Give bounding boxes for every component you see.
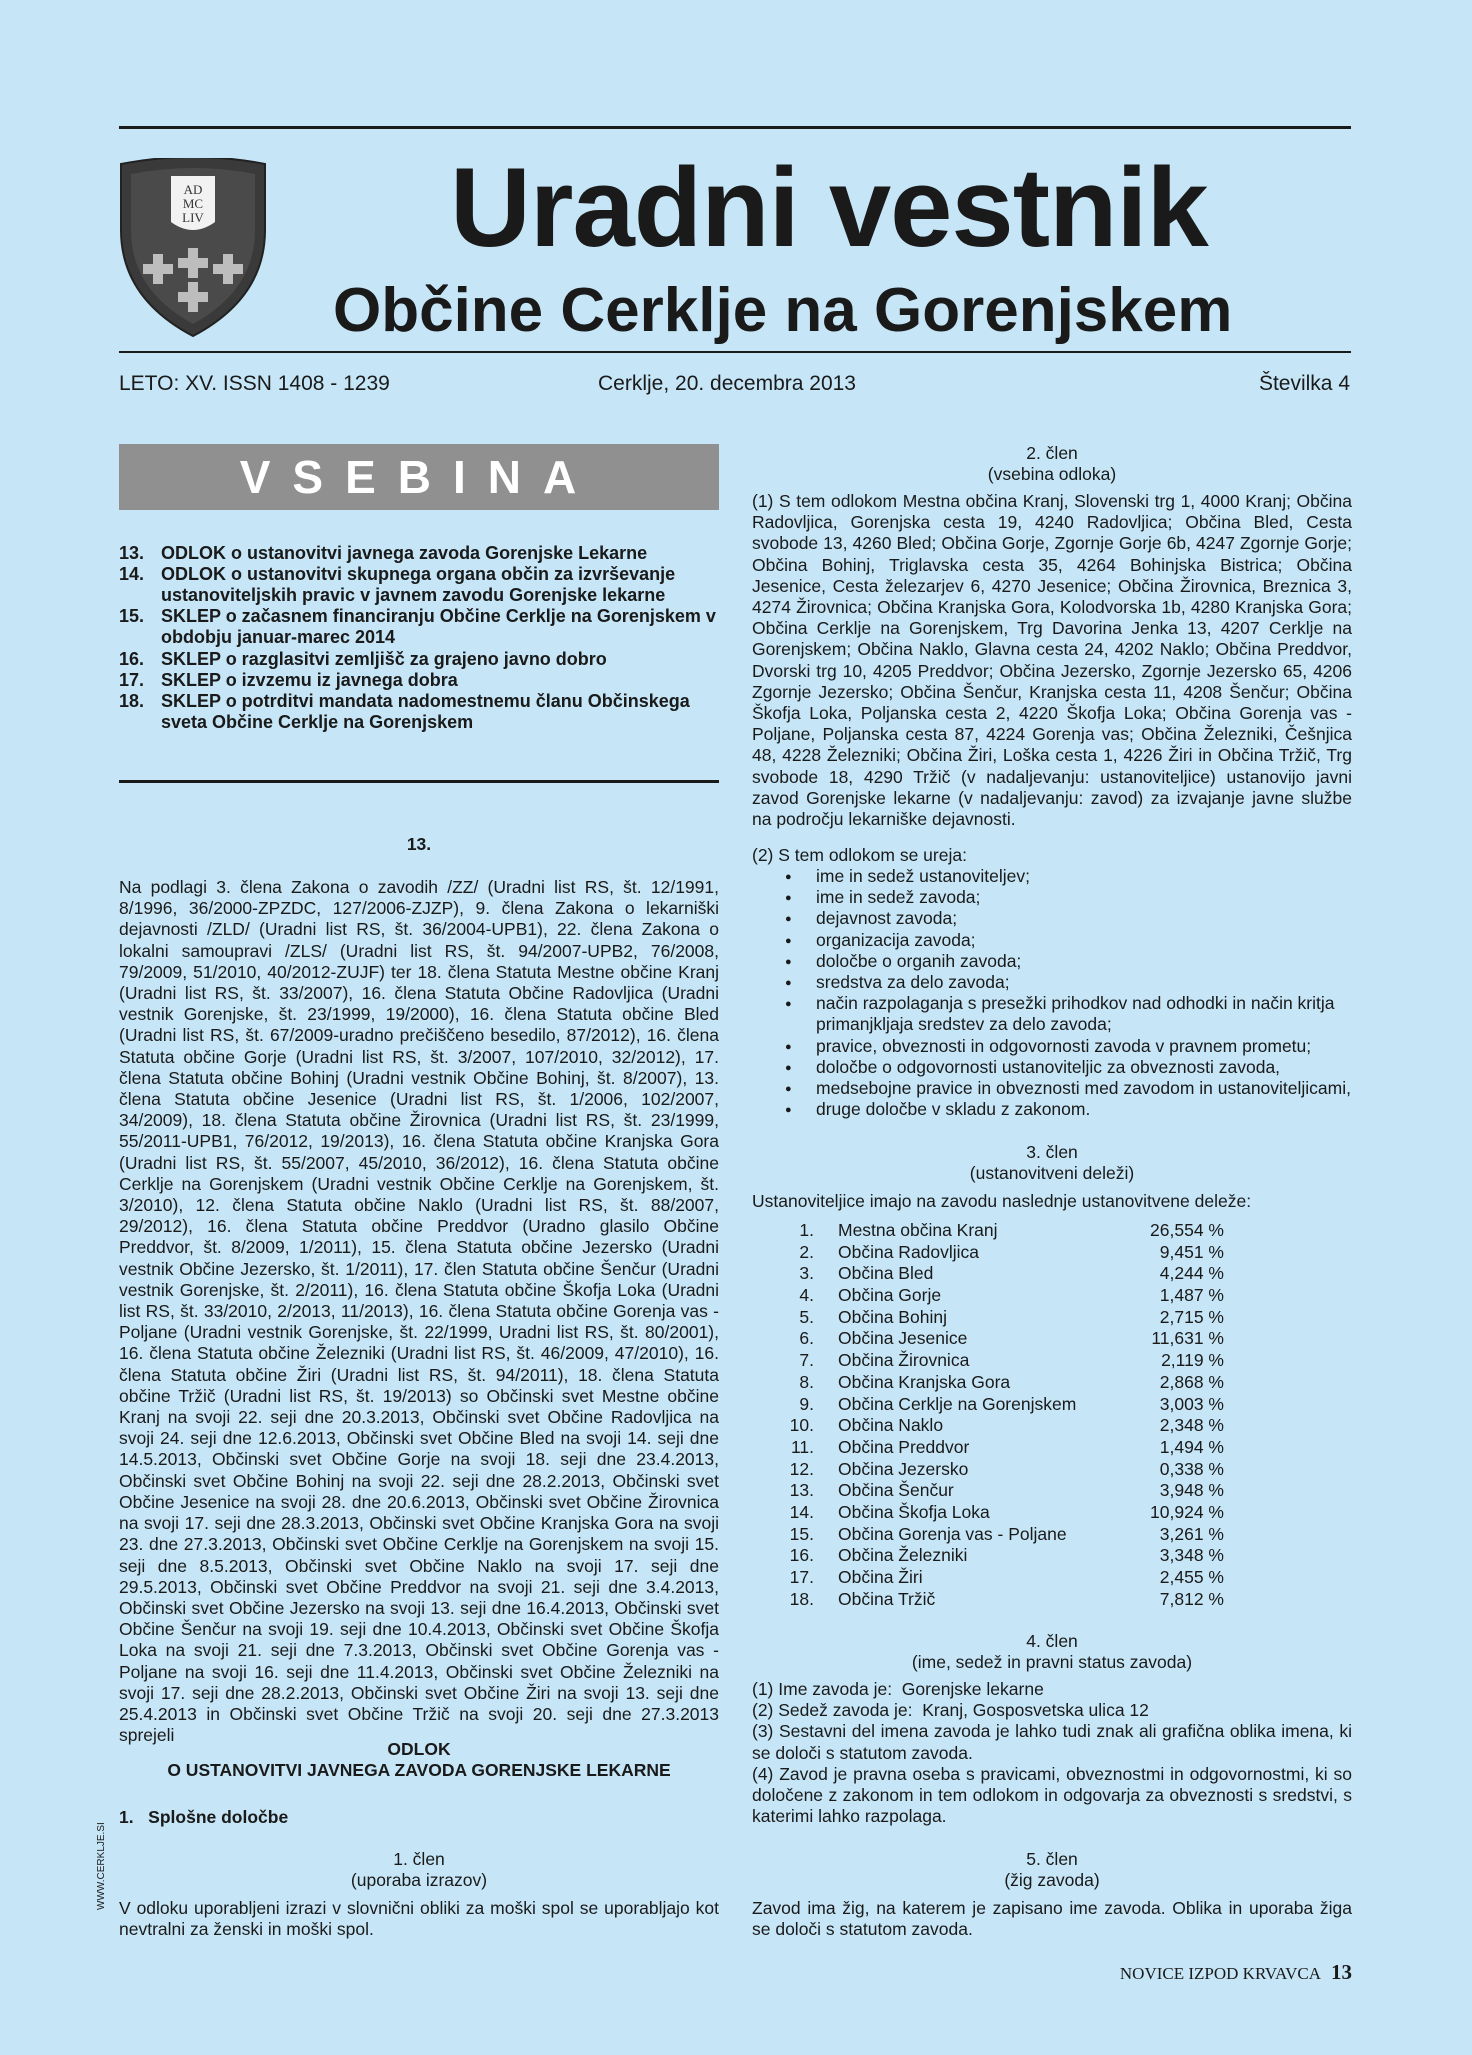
share-percent: 7,812 % [1159, 1588, 1224, 1609]
list-item: ● ime in sedež zavoda; [752, 887, 1352, 908]
issn-line: LETO: XV. ISSN 1408 - 1239 [119, 372, 390, 395]
article-4-title: (ime, sedež in pravni status zavoda) [911, 1652, 1193, 1672]
share-percent: 3,003 % [1159, 1393, 1224, 1414]
share-municipality: Občina Radovljica [838, 1241, 980, 1262]
share-number: 13. [789, 1480, 814, 1501]
odlok-title: ODLOK [387, 1739, 451, 1759]
share-municipality: Občina Železniki [838, 1545, 968, 1566]
share-municipality: Občina Škofja Loka [838, 1501, 990, 1522]
article-3-number: 3. člen [1026, 1142, 1078, 1162]
top-rule [119, 126, 1351, 129]
table-row [752, 1567, 1224, 1589]
share-municipality: Mestna občina Kranj [838, 1220, 998, 1240]
article-3-intro: Ustanoviteljice imajo na zavodu naslednje ustanovitvene deleže: [752, 1191, 1252, 1211]
svg-text:MC: MC [182, 196, 204, 211]
list-item: ● ime in sedež ustanoviteljev; [752, 866, 1352, 887]
share-number: 16. [789, 1545, 814, 1566]
share-number: 3. [799, 1263, 814, 1284]
share-municipality: Občina Preddvor [838, 1436, 970, 1457]
footer-label: NOVICE IZPOD KRVAVCA [1119, 1964, 1321, 1983]
publication-title: Uradni vestnik [450, 145, 1208, 270]
share-percent: 1,487 % [1159, 1285, 1224, 1306]
share-number: 11. [790, 1436, 814, 1457]
share-municipality: Občina Jesenice [838, 1328, 968, 1349]
page-footer [1120, 1960, 1352, 1985]
toc-item: 17. SKLEP o izvzemu iz javnega dobra [119, 670, 458, 690]
chapter-heading: 1. Splošne določbe [119, 1807, 289, 1827]
share-number: 10. [789, 1415, 814, 1436]
article-2-number: 2. člen [1026, 443, 1078, 463]
article-4-paragraph: (2) Sedež zavoda je: Kranj, Gosposvetska ulica 12 [752, 1700, 1149, 1721]
share-percent: 26,554 % [1150, 1220, 1224, 1240]
table-row [752, 1328, 1224, 1350]
share-municipality: Občina Bohinj [838, 1306, 947, 1327]
share-number: 1. [799, 1220, 814, 1240]
share-percent: 0,338 % [1159, 1458, 1224, 1479]
share-number: 18. [789, 1588, 814, 1609]
share-municipality: Občina Gorenja vas - Poljane [838, 1523, 1067, 1544]
share-percent: 3,261 % [1159, 1523, 1224, 1544]
share-number: 4. [799, 1285, 814, 1306]
article-4-paragraph: (3) Sestavni del imena zavoda je lahko tudi znak ali grafična oblika imena, ki se določi s statutom zavoda. [752, 1721, 1352, 1763]
table-row [752, 1524, 1224, 1546]
share-number: 17. [789, 1567, 814, 1587]
article-2-paragraph-1: (1) S tem odlokom Mestna občina Kranj, Slovenski trg 1, 4000 Kranj; Občina Radovljica, Gorenjska cesta 19, 4240 Radovljica; Občina Bled, Cesta svobode 13, 4260 Bled; Občina Gorje, Zgornje Gorje 6b, 4247 Zgornje Gorje; Občina Bohinj, Triglavska cesta 35, 4264 Bohinjska Bistrica; Občina Jesenice, Cesta železarjev 6, 4270 Jesenice; Občina Žirovnica, Breznica 3, 4274 Žirovnica; Občina Kranjska Gora, Kolodvorska 1b, 4280 Kranjska Gora; Občina Cerklje na Gorenjskem, Trg Davorina Jenka 13, 4207 Cerklje na Gorenjskem; Občina Naklo, Glavna cesta 24, 4202 Naklo; Občina Preddvor, Dvorski trg 10, 4205 Preddvor; Občina Jezersko, Zgornje Jezersko 65, 4206 Zgornje Jezersko; Občina Šenčur, Kranjska cesta 11, 4208 Šenčur; Občina Škofja Loka, Poljanska cesta 2, 4220 Škofja Loka; Občina Gorenja vas - Poljane, Poljanska cesta 87, 4224 Gorenja vas; Občina Železniki, Češnjica 48, 4228 Železniki; Občina Žiri, Loška cesta 1, 4226 Žiri in Občina Tržič, Trg svobode 18, 4290 Tržič (v nadaljevanju: ustanoviteljice) ustanovijo javni zavod Gorenjske lekarne (v nadaljevanju: zavod) za izvajanje javne službe na področju lekarniške dejavnosti. [752, 491, 1352, 830]
share-municipality: Občina Bled [838, 1263, 934, 1284]
contents-rule [119, 780, 719, 783]
article-5-title: (žig zavoda) [1004, 1870, 1100, 1890]
table-row [752, 1350, 1224, 1372]
list-item: ● dejavnost zavoda; [752, 908, 1352, 929]
share-percent: 9,451 % [1159, 1241, 1224, 1262]
list-item: ● način razpolaganja s presežki prihodkov nad odhodki in način kritja primanjkljaja sredstev za delo zavoda; [752, 993, 1352, 1035]
share-percent: 3,348 % [1159, 1545, 1224, 1566]
article-5-number: 5. člen [1026, 1849, 1078, 1869]
toc-item: 14. ODLOK o ustanovitvi skupnega organa občin za izvrševanje ustanoviteljskih pravic v javnem zavodu Gorenjske lekarne [119, 564, 676, 605]
svg-text:AD: AD [183, 182, 203, 197]
share-municipality: Občina Cerklje na Gorenjskem [838, 1393, 1077, 1414]
table-row [752, 1307, 1224, 1329]
table-row [752, 1480, 1224, 1502]
article-2-title: (vsebina odloka) [987, 464, 1117, 484]
odlok-subtitle: O USTANOVITVI JAVNEGA ZAVODA GORENJSKE LEKARNE [167, 1760, 671, 1780]
preamble-text: Na podlagi 3. člena Zakona o zavodih /ZZ/ (Uradni list RS, št. 12/1991, 8/1996, 36/2000-ZPZDC, 127/2006-ZJZP), 9. člena Zakona o lekarniški dejavnosti /ZLD/ (Uradni list RS, št. 36/2004-UPB1), 22. člena Zakona o lokalni samoupravi /ZLS/ (Uradni list RS, št. 94/2007-UPB2, 76/2008, 79/2009, 51/2010, 40/2012-ZUJF) ter 18. člena Statuta Mestne občine Kranj (Uradni list RS, št. 33/2007), 16. člena Statuta Občine Radovljica (Uradni vestnik Gorenjske, št. 23/1999, 19/2000), 16. člena Statuta občine Bled (Uradni list RS, št. 67/2009-uradno prečiščeno besedilo, 87/2012), 16. člena Statuta občine Gorje (Uradni list RS, št. 3/2007, 107/2010, 32/2012), 17. člena Statuta občine Bohinj (Uradni vestnik Občine Bohinj, št. 8/2007), 13. člena Statuta občine Jesenice (Uradni list RS, št. 1/2006, 102/2007, 34/2009), 18. člena Statuta občine Žirovnica (Uradni list RS, št. 23/1999, 55/2011-UPB1, 76/2012, 19/2013), 16. člena Statuta občine Kranjska Gora (Uradni list RS, št. 55/2007, 45/2010, 36/2012), 16. člena Statuta občine Cerklje na Gorenjskem (Uradni vestnik Občine Cerklje na Gorenjskem, št. 3/2010), 12. člena Statuta občine Naklo (Uradni list RS, št. 88/2007, 29/2012), 16. člena Statuta občine Preddvor (Uradno glasilo Občine Preddvor, št. 8/2009, 1/2011), 15. člena Statuta občine Jezersko (Uradni vestnik Občine Jezersko, št. 1/2011), 17. člen Statuta občine Šenčur (Uradni vestnik Gorenjske, št. 2/2011), 16. člena Statuta občine Škofja Loka (Uradni list RS, št. 33/2010, 2/2013, 11/2013), 16. člena Statuta občine Gorenja vas - Poljane (Uradni vestnik Gorenjske, št. 22/1999, Uradni list RS, št. 80/2001), 16. člena Statuta občine Železniki (Uradni list RS, št. 46/2009, 47/2010), 16. člena Statuta občine Žiri (Uradni list RS, št. 94/2011), 18. člena Statuta občine Tržič (Uradni list RS, št. 19/2013) so Občinski svet Mestne občine Kranj na svoji 22. seji dne 20.3.2013, Občinski svet Občine Radovljica na svoji 24. seji dne 12.6.2013, Občinski svet Občine Bled na svoji 14. seji dne 14.5.2013, Občinski svet Občine Gorje na svoji 18. seji dne 23.4.2013, Občinski svet Občine Bohinj na svoji 22. seji dne 28.2.2013, Občinski svet Občine Jesenice na svoji 28. dne 20.6.2013, Občinski svet Občine Žirovnica na svoji 17. seji dne 28.3.2013, Občinski svet Občine Kranjska Gora na svoji 23. dne 27.3.2013, Občinski svet Občine Cerklje na Gorenjskem na svoji 15. seji dne 8.5.2013, Občinski svet Občine Naklo na svoji 17. seji dne 29.5.2013, Občinski svet Občine Preddvor na svoji 21. seji dne 3.4.2013, Občinski svet Občine Jezersko na svoji 13. seji dne 16.4.2013, Občinski svet Občine Šenčur na svoji 19. seji dne 10.4.2013, Občinski svet Občine Škofja Loka na svoji 21. seji dne 7.3.2013, Občinski svet Občine Gorenja vas - Poljane na svoji 16. seji dne 11.4.2013, Občinski svet Občine Železniki na svoji 17. seji dne 28.2.2013, Občinski svet Občine Žiri na svoji 13. seji dne 25.4.2013 in Občinski svet Občine Tržič na svoji 20. seji dne 27.3.2013 sprejeli [119, 877, 719, 1746]
list-item: ● organizacija zavoda; [752, 930, 1352, 951]
contents-heading: VSEBINA [119, 444, 719, 510]
table-row [752, 1242, 1224, 1264]
share-municipality: Občina Jezersko [838, 1458, 969, 1479]
list-item: ● določbe o odgovornosti ustanoviteljic za obveznosti zavoda, [752, 1057, 1352, 1078]
share-percent: 1,494 % [1159, 1436, 1224, 1457]
share-number: 14. [789, 1501, 814, 1522]
table-row [752, 1372, 1224, 1394]
issue-number: Številka 4 [1258, 372, 1350, 395]
share-municipality: Občina Gorje [838, 1285, 942, 1306]
article-5-text: Zavod ima žig, na katerem je zapisano ime zavoda. Oblika in uporaba žiga se določi s statutom zavoda. [752, 1898, 1352, 1940]
share-municipality: Občina Žiri [838, 1567, 923, 1587]
table-row [752, 1263, 1224, 1285]
table-row [752, 1285, 1224, 1307]
share-municipality: Občina Naklo [838, 1415, 944, 1436]
table-row [752, 1545, 1224, 1567]
share-percent: 3,948 % [1159, 1480, 1224, 1501]
share-municipality: Občina Tržič [838, 1588, 936, 1609]
section-number: 13. [406, 834, 432, 854]
share-municipality: Občina Šenčur [838, 1480, 954, 1501]
table-row [752, 1459, 1224, 1481]
article-4-paragraph: (4) Zavod je pravna oseba s pravicami, obveznostmi in odgovornostmi, ki so določene z zakonom in tem odlokom in odgovarja za obveznosti s sredstvi, s katerimi lahko razpolaga. [752, 1763, 1352, 1827]
share-number: 7. [799, 1350, 814, 1371]
toc-item: 15. SKLEP o začasnem financiranju Občine Cerklje na Gorenjskem v obdobju januar-marec 2014 [119, 606, 716, 647]
list-item: ● pravice, obveznosti in odgovornosti zavoda v pravnem prometu; [752, 1036, 1352, 1057]
share-percent: 4,244 % [1159, 1263, 1224, 1284]
list-item: ● druge določbe v skladu z zakonom. [752, 1099, 1352, 1120]
table-row [752, 1437, 1224, 1459]
share-number: 8. [799, 1371, 814, 1392]
share-percent: 11,631 % [1151, 1328, 1224, 1349]
table-row [752, 1394, 1224, 1416]
publication-subtitle: Občine Cerklje na Gorenjskem [333, 276, 1233, 345]
article-4-paragraph: (1) Ime zavoda je: Gorenjske lekarne [752, 1679, 1044, 1699]
issue-date: Cerklje, 20. decembra 2013 [598, 372, 856, 395]
share-number: 12. [789, 1458, 814, 1479]
share-number: 6. [799, 1328, 814, 1349]
article-2-paragraph-2: (2) S tem odlokom se ureja: [752, 845, 967, 865]
share-municipality: Občina Žirovnica [838, 1350, 970, 1371]
share-percent: 2,119 % [1161, 1350, 1224, 1371]
share-number: 5. [799, 1306, 814, 1327]
table-row [752, 1502, 1224, 1524]
article-3-title: (ustanovitveni deleži) [969, 1163, 1135, 1183]
share-number: 2. [799, 1241, 814, 1262]
masthead-rule [119, 351, 1351, 353]
list-item: ● medsebojne pravice in obveznosti med zavodom in ustanoviteljicami, [752, 1078, 1352, 1099]
table-row [752, 1415, 1224, 1437]
share-percent: 2,455 % [1159, 1567, 1224, 1587]
article-4-text [752, 1679, 1352, 1827]
toc-item: 13. ODLOK o ustanovitvi javnega zavoda Gorenjske Lekarne [119, 543, 648, 563]
list-item: ● sredstva za delo zavoda; [752, 972, 1352, 993]
article-4-number: 4. člen [1026, 1631, 1078, 1651]
svg-text:LIV: LIV [182, 210, 204, 225]
crest-logo [117, 158, 269, 340]
toc-item: 18. SKLEP o potrditvi mandata nadomestnemu članu Občinskega sveta Občine Cerklje na Gorenjskem [119, 691, 690, 732]
share-percent: 2,348 % [1159, 1415, 1224, 1436]
share-percent: 2,868 % [1159, 1371, 1224, 1392]
share-number: 15. [789, 1523, 814, 1544]
article-1-number: 1. člen [393, 1849, 445, 1869]
share-percent: 2,715 % [1159, 1306, 1224, 1327]
shares-table [752, 1220, 1224, 1610]
website-side-text: WWW.CERKLJE.SI [96, 1822, 107, 1910]
page-number: 13 [1331, 1960, 1352, 1984]
toc-item: 16. SKLEP o razglasitvi zemljišč za grajeno javno dobro [119, 649, 607, 669]
table-row [752, 1589, 1224, 1611]
table-row [752, 1220, 1224, 1242]
share-percent: 10,924 % [1150, 1501, 1224, 1522]
share-number: 9. [799, 1393, 814, 1414]
list-item: ● določbe o organih zavoda; [752, 951, 1352, 972]
article-2-list [752, 866, 1352, 1120]
article-1-title: (uporaba izrazov) [350, 1870, 488, 1890]
share-municipality: Občina Kranjska Gora [838, 1371, 1011, 1392]
article-1-text: V odloku uporabljeni izrazi v slovnični obliki za moški spol se uporabljajo kot nevtralni za ženski in moški spol. [119, 1898, 719, 1940]
